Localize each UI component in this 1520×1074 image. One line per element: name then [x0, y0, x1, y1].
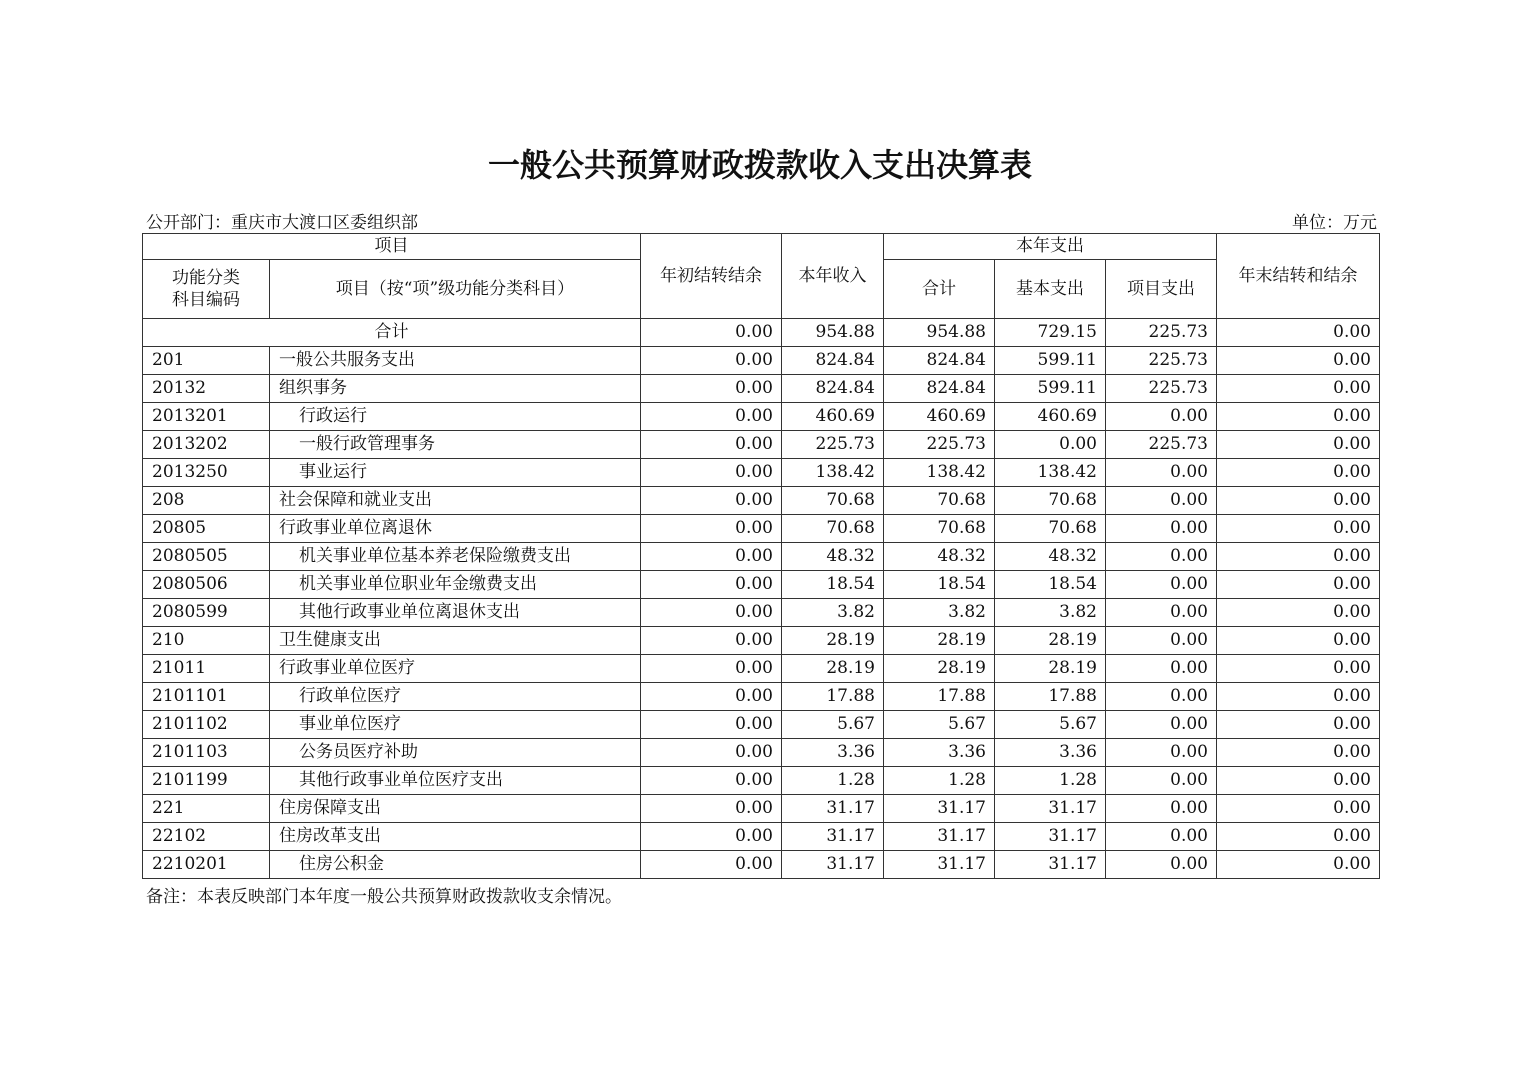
- row-opening: 0.00: [641, 375, 782, 403]
- row-exp-basic: 17.88: [995, 683, 1106, 711]
- row-closing: 0.00: [1217, 655, 1380, 683]
- row-name: 一般行政管理事务: [270, 431, 641, 459]
- row-income: 48.32: [782, 543, 884, 571]
- row-name: 卫生健康支出: [270, 627, 641, 655]
- row-income: 138.42: [782, 459, 884, 487]
- row-opening: 0.00: [641, 851, 782, 879]
- row-opening: 0.00: [641, 459, 782, 487]
- table-row: [143, 767, 1380, 795]
- row-exp-total: 225.73: [884, 431, 995, 459]
- header-closing: 年末结转和结余: [1217, 234, 1380, 319]
- row-name: 住房保障支出: [270, 795, 641, 823]
- table-row: [143, 627, 1380, 655]
- row-closing: 0.00: [1217, 403, 1380, 431]
- header-expense: 本年支出: [884, 234, 1217, 260]
- row-opening: 0.00: [641, 795, 782, 823]
- row-opening: 0.00: [641, 431, 782, 459]
- row-code: 20805: [143, 515, 270, 543]
- row-name: 其他行政事业单位离退休支出: [270, 599, 641, 627]
- row-exp-basic: 599.11: [995, 347, 1106, 375]
- row-exp-total: 31.17: [884, 823, 995, 851]
- row-name: 公务员医疗补助: [270, 739, 641, 767]
- row-code: 2080505: [143, 543, 270, 571]
- row-code: 210: [143, 627, 270, 655]
- table-row: [143, 599, 1380, 627]
- row-exp-basic: 70.68: [995, 515, 1106, 543]
- row-exp-project: 225.73: [1106, 431, 1217, 459]
- row-name: 行政事业单位医疗: [270, 655, 641, 683]
- row-exp-total: 824.84: [884, 347, 995, 375]
- row-code: 2101199: [143, 767, 270, 795]
- row-opening: 0.00: [641, 627, 782, 655]
- row-income: 824.84: [782, 347, 884, 375]
- row-code: 20132: [143, 375, 270, 403]
- row-exp-project: 0.00: [1106, 627, 1217, 655]
- row-opening: 0.00: [641, 543, 782, 571]
- row-name: 住房改革支出: [270, 823, 641, 851]
- row-exp-project: 225.73: [1106, 347, 1217, 375]
- row-code: 22102: [143, 823, 270, 851]
- row-closing: 0.00: [1217, 851, 1380, 879]
- table-row: [143, 515, 1380, 543]
- row-closing: 0.00: [1217, 739, 1380, 767]
- row-opening: 0.00: [641, 515, 782, 543]
- row-code: 2013250: [143, 459, 270, 487]
- row-name: 组织事务: [270, 375, 641, 403]
- table-row: [143, 795, 1380, 823]
- row-exp-basic: 28.19: [995, 655, 1106, 683]
- row-exp-project: 0.00: [1106, 515, 1217, 543]
- row-exp-project: 0.00: [1106, 571, 1217, 599]
- row-opening: 0.00: [641, 739, 782, 767]
- row-income: 1.28: [782, 767, 884, 795]
- row-closing: 0.00: [1217, 431, 1380, 459]
- row-code: 2101102: [143, 711, 270, 739]
- row-exp-project: 0.00: [1106, 795, 1217, 823]
- row-exp-project: 0.00: [1106, 711, 1217, 739]
- row-exp-basic: 5.67: [995, 711, 1106, 739]
- row-exp-project: 0.00: [1106, 851, 1217, 879]
- table-row: [143, 431, 1380, 459]
- table-row: [143, 683, 1380, 711]
- budget-table: [142, 233, 1380, 879]
- row-exp-total: 5.67: [884, 711, 995, 739]
- row-exp-basic: 31.17: [995, 795, 1106, 823]
- row-exp-total: 48.32: [884, 543, 995, 571]
- row-exp-total: 31.17: [884, 851, 995, 879]
- header-project: 项目: [143, 234, 641, 260]
- table-row: [143, 347, 1380, 375]
- row-exp-total: 70.68: [884, 515, 995, 543]
- header-exp-basic: 基本支出: [995, 260, 1106, 319]
- table-row: [143, 403, 1380, 431]
- footnote: 备注：本表反映部门本年度一般公共预算财政拨款收支余情况。: [146, 887, 622, 907]
- row-name: 住房公积金: [270, 851, 641, 879]
- header-opening: 年初结转结余: [641, 234, 782, 319]
- row-opening: 0.00: [641, 599, 782, 627]
- row-exp-basic: 0.00: [995, 431, 1106, 459]
- row-exp-basic: 3.82: [995, 599, 1106, 627]
- header-name: 项目（按“项”级功能分类科目）: [270, 260, 641, 319]
- row-opening: 0.00: [641, 403, 782, 431]
- row-exp-basic: 70.68: [995, 487, 1106, 515]
- row-income: 70.68: [782, 515, 884, 543]
- row-exp-project: 0.00: [1106, 739, 1217, 767]
- row-code: 2080506: [143, 571, 270, 599]
- row-code: 208: [143, 487, 270, 515]
- row-exp-total: 1.28: [884, 767, 995, 795]
- row-opening: 0.00: [641, 487, 782, 515]
- table-row: [143, 655, 1380, 683]
- row-closing: 0.00: [1217, 571, 1380, 599]
- row-income: 70.68: [782, 487, 884, 515]
- header-code: 功能分类 科目编码: [143, 260, 270, 319]
- row-exp-project: 0.00: [1106, 655, 1217, 683]
- table-row: [143, 375, 1380, 403]
- row-exp-basic: 460.69: [995, 403, 1106, 431]
- total-exp-basic: 729.15: [995, 319, 1106, 347]
- row-name: 机关事业单位职业年金缴费支出: [270, 571, 641, 599]
- row-exp-project: 0.00: [1106, 767, 1217, 795]
- row-closing: 0.00: [1217, 795, 1380, 823]
- row-exp-basic: 28.19: [995, 627, 1106, 655]
- row-income: 28.19: [782, 655, 884, 683]
- row-opening: 0.00: [641, 711, 782, 739]
- row-code: 2101101: [143, 683, 270, 711]
- row-income: 31.17: [782, 851, 884, 879]
- row-exp-total: 3.36: [884, 739, 995, 767]
- row-name: 行政运行: [270, 403, 641, 431]
- row-closing: 0.00: [1217, 599, 1380, 627]
- department-label: 公开部门：重庆市大渡口区委组织部: [146, 213, 418, 233]
- row-closing: 0.00: [1217, 459, 1380, 487]
- row-closing: 0.00: [1217, 683, 1380, 711]
- row-code: 2080599: [143, 599, 270, 627]
- row-opening: 0.00: [641, 767, 782, 795]
- row-code: 21011: [143, 655, 270, 683]
- total-exp-total: 954.88: [884, 319, 995, 347]
- row-exp-project: 0.00: [1106, 403, 1217, 431]
- header-exp-project: 项目支出: [1106, 260, 1217, 319]
- row-name: 事业运行: [270, 459, 641, 487]
- row-exp-total: 70.68: [884, 487, 995, 515]
- row-opening: 0.00: [641, 571, 782, 599]
- row-exp-basic: 599.11: [995, 375, 1106, 403]
- row-exp-total: 18.54: [884, 571, 995, 599]
- row-opening: 0.00: [641, 655, 782, 683]
- row-exp-basic: 31.17: [995, 851, 1106, 879]
- row-exp-total: 460.69: [884, 403, 995, 431]
- row-income: 460.69: [782, 403, 884, 431]
- row-closing: 0.00: [1217, 375, 1380, 403]
- total-label: 合计: [143, 319, 641, 347]
- table-row: [143, 711, 1380, 739]
- row-opening: 0.00: [641, 823, 782, 851]
- row-income: 3.36: [782, 739, 884, 767]
- row-code: 201: [143, 347, 270, 375]
- row-exp-total: 31.17: [884, 795, 995, 823]
- row-exp-total: 28.19: [884, 627, 995, 655]
- header-income: 本年收入: [782, 234, 884, 319]
- row-closing: 0.00: [1217, 347, 1380, 375]
- row-exp-total: 17.88: [884, 683, 995, 711]
- table-row: [143, 487, 1380, 515]
- row-exp-project: 0.00: [1106, 683, 1217, 711]
- header-row-1: [143, 234, 1380, 260]
- row-closing: 0.00: [1217, 823, 1380, 851]
- total-closing: 0.00: [1217, 319, 1380, 347]
- row-income: 3.82: [782, 599, 884, 627]
- table-row: [143, 571, 1380, 599]
- table-row: [143, 459, 1380, 487]
- table-row: [143, 851, 1380, 879]
- row-income: 5.67: [782, 711, 884, 739]
- row-income: 18.54: [782, 571, 884, 599]
- row-exp-project: 0.00: [1106, 599, 1217, 627]
- total-income: 954.88: [782, 319, 884, 347]
- page-title: 一般公共预算财政拨款收入支出决算表: [487, 146, 1032, 184]
- unit-label: 单位：万元: [1292, 213, 1377, 233]
- row-exp-basic: 31.17: [995, 823, 1106, 851]
- row-exp-total: 28.19: [884, 655, 995, 683]
- row-exp-basic: 138.42: [995, 459, 1106, 487]
- row-opening: 0.00: [641, 683, 782, 711]
- row-exp-project: 0.00: [1106, 487, 1217, 515]
- row-income: 31.17: [782, 823, 884, 851]
- row-exp-project: 225.73: [1106, 375, 1217, 403]
- row-exp-project: 0.00: [1106, 823, 1217, 851]
- row-exp-basic: 1.28: [995, 767, 1106, 795]
- row-exp-project: 0.00: [1106, 459, 1217, 487]
- row-closing: 0.00: [1217, 627, 1380, 655]
- header-exp-total: 合计: [884, 260, 995, 319]
- row-closing: 0.00: [1217, 767, 1380, 795]
- total-opening: 0.00: [641, 319, 782, 347]
- total-exp-project: 225.73: [1106, 319, 1217, 347]
- row-name: 行政事业单位离退休: [270, 515, 641, 543]
- table-meta: [142, 208, 1379, 232]
- row-code: 2013202: [143, 431, 270, 459]
- row-closing: 0.00: [1217, 515, 1380, 543]
- row-code: 2210201: [143, 851, 270, 879]
- row-exp-total: 824.84: [884, 375, 995, 403]
- row-name: 事业单位医疗: [270, 711, 641, 739]
- table-row: [143, 543, 1380, 571]
- row-name: 一般公共服务支出: [270, 347, 641, 375]
- row-exp-basic: 48.32: [995, 543, 1106, 571]
- row-income: 824.84: [782, 375, 884, 403]
- row-income: 225.73: [782, 431, 884, 459]
- row-closing: 0.00: [1217, 543, 1380, 571]
- table-row: [143, 739, 1380, 767]
- row-name: 机关事业单位基本养老保险缴费支出: [270, 543, 641, 571]
- row-code: 221: [143, 795, 270, 823]
- row-code: 2013201: [143, 403, 270, 431]
- row-code: 2101103: [143, 739, 270, 767]
- row-name: 其他行政事业单位医疗支出: [270, 767, 641, 795]
- row-opening: 0.00: [641, 347, 782, 375]
- table-row: [143, 823, 1380, 851]
- row-closing: 0.00: [1217, 487, 1380, 515]
- row-exp-basic: 18.54: [995, 571, 1106, 599]
- total-row: [143, 319, 1380, 347]
- row-name: 行政单位医疗: [270, 683, 641, 711]
- row-closing: 0.00: [1217, 711, 1380, 739]
- row-income: 17.88: [782, 683, 884, 711]
- row-income: 31.17: [782, 795, 884, 823]
- row-exp-total: 3.82: [884, 599, 995, 627]
- row-name: 社会保障和就业支出: [270, 487, 641, 515]
- row-exp-basic: 3.36: [995, 739, 1106, 767]
- row-income: 28.19: [782, 627, 884, 655]
- row-exp-project: 0.00: [1106, 543, 1217, 571]
- row-exp-total: 138.42: [884, 459, 995, 487]
